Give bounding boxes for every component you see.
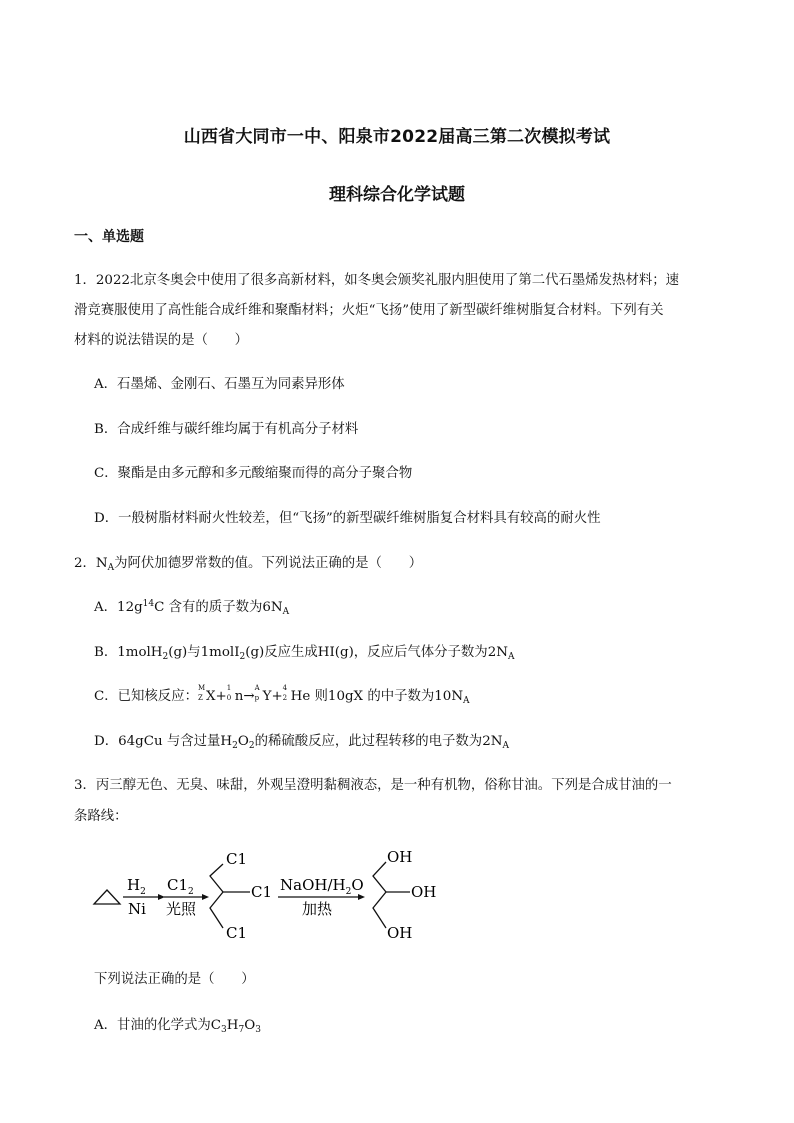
- q1-option-b: B．合成纤维与碳纤维均属于有机高分子材料: [94, 422, 359, 437]
- cyclopropane-structure: [94, 890, 120, 904]
- q3-stem-line1: 3．丙三醇无色、无臭、味甜，外观呈澄明黏稠液态，是一种有机物，俗称甘油。下列是合成甘油的一: [74, 778, 672, 793]
- reagent-naoh: NaOH/$H_2O$: [280, 876, 364, 897]
- cl-mid-label: C1: [251, 883, 273, 901]
- reagent-cl2: $C1_2$: [167, 876, 194, 897]
- reaction-arrow-2-head: [202, 894, 209, 900]
- q1-option-c: C．聚酯是由多元醇和多元酸缩聚而得的高分子聚合物: [94, 466, 413, 481]
- q2-option-c: C．已知核反应： M Z X+ 1 0 n→ A p Y+ 4 2 He 则10gX 的中子数为$10N_A$: [94, 684, 470, 706]
- q2-stem: 2．$N_A$为阿伏加德罗常数的值。下列说法正确的是（ ）: [74, 556, 423, 573]
- q1-stem-line1: 1．2022北京冬奥会中使用了很多高新材料，如冬奥会颁奖礼服内胆使用了第二代石墨烯发热材料；速: [74, 273, 680, 288]
- condition-heat: 加热: [302, 900, 333, 918]
- q2-option-b: B．1molH$_2$(g)与1molI$_2$(g)反应生成HI(g)，反应后气体分子数为$2N_A$: [94, 645, 515, 662]
- reagent-h2: $H_2$: [127, 876, 146, 897]
- oh-top-label: OH: [387, 848, 413, 866]
- reaction-arrow-3-head: [358, 894, 365, 900]
- reagent-ni: Ni: [128, 900, 146, 918]
- exam-subtitle: 理科综合化学试题: [329, 185, 465, 205]
- glycerol-synthesis-scheme: [90, 840, 460, 950]
- glycerol-skeleton: [373, 862, 386, 928]
- cl-bot-label: C1: [226, 924, 248, 942]
- q3-prompt: 下列说法正确的是（ ）: [94, 972, 255, 987]
- trichloropropane-skeleton: [210, 864, 223, 928]
- condition-light: 光照: [166, 900, 197, 918]
- q3-stem-line2: 条路线：: [74, 809, 128, 824]
- section-heading: 一、单选题: [74, 229, 144, 245]
- q1-stem-line2: 滑竞赛服使用了高性能合成纤维和聚酯材料；火炬“飞扬”使用了新型碳纤维树脂复合材料。下列有关: [74, 303, 664, 318]
- q2-option-a: A．$12g^{14}C$ 含有的质子数为$6N_A$: [94, 599, 290, 617]
- q2-option-d: D．64gCu 与含过量$H_2O_2$的稀硫酸反应，此过程转移的电子数为$2N_A$: [94, 734, 509, 751]
- cl-top-label: C1: [226, 850, 248, 868]
- reaction-arrow-1-head: [158, 894, 165, 900]
- oh-mid-label: OH: [411, 883, 437, 901]
- q1-stem-line3: 材料的说法错误的是（ ）: [74, 333, 249, 348]
- q1-option-d: D．一般树脂材料耐火性较差，但“飞扬”的新型碳纤维树脂复合材料具有较高的耐火性: [94, 511, 601, 526]
- q1-option-a: A．石墨烯、金刚石、石墨互为同素异形体: [94, 377, 345, 392]
- q3-option-a: A．甘油的化学式为$C_3H_7O_3$: [94, 1018, 261, 1035]
- exam-title: 山西省大同市一中、阳泉市2022届高三第二次模拟考试: [183, 127, 611, 147]
- oh-bot-label: OH: [387, 924, 413, 942]
